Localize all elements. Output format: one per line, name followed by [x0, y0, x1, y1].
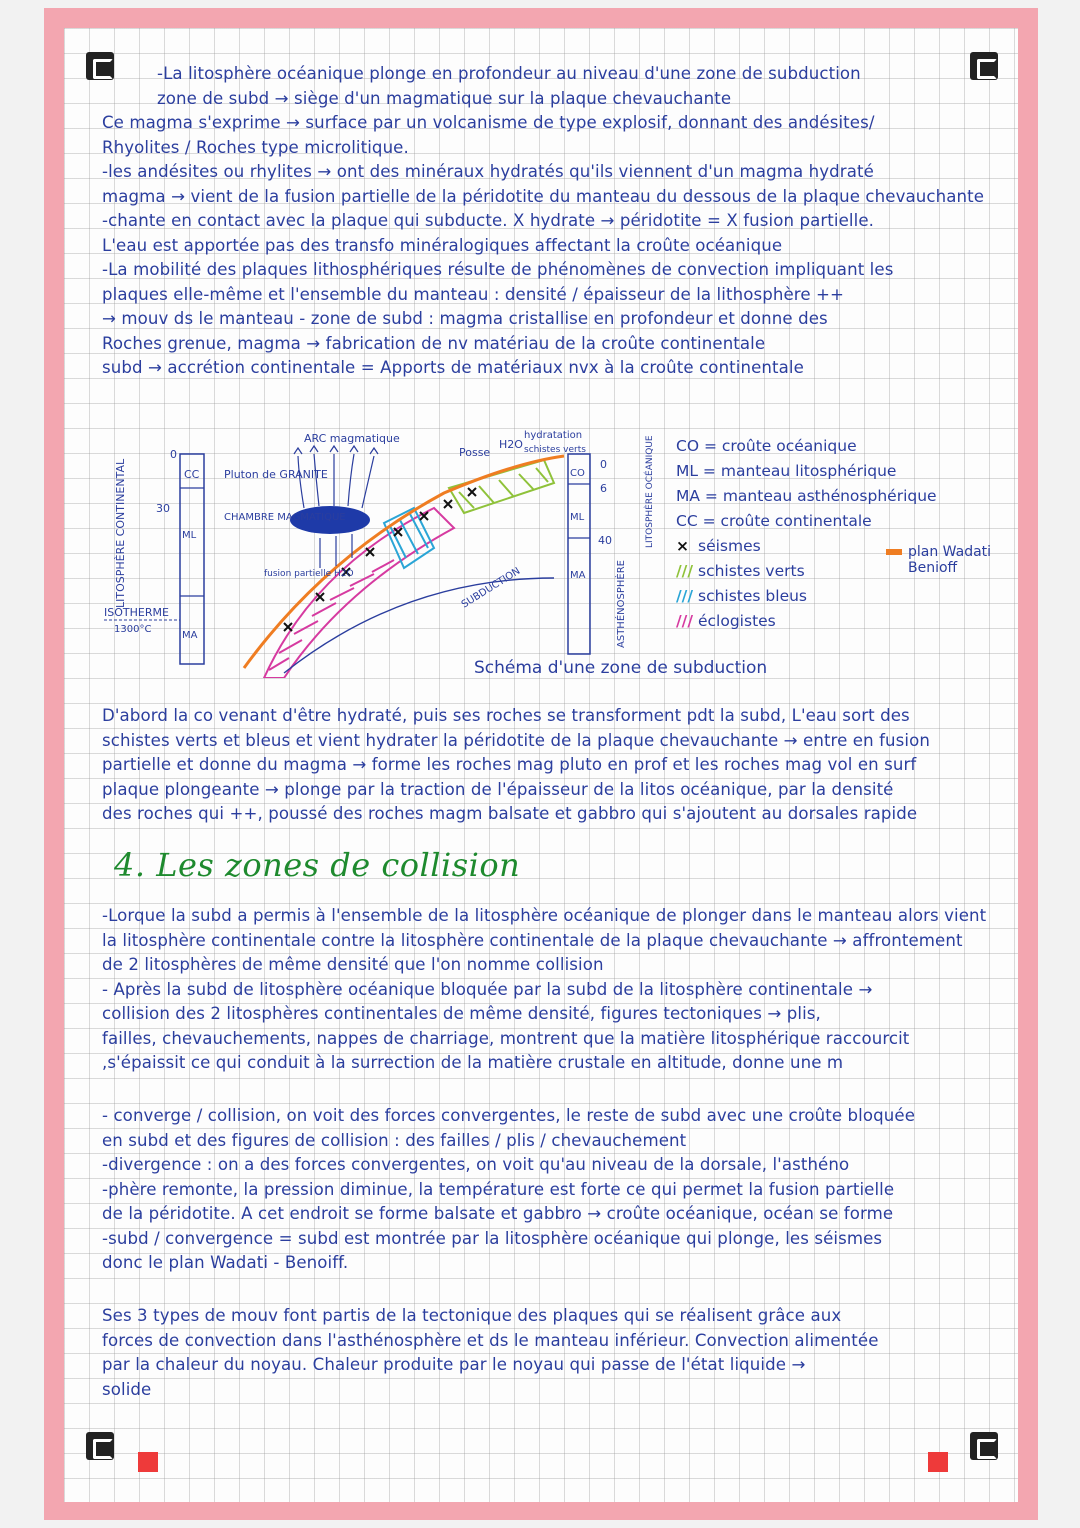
note-line: partielle et donne du magma → forme les roches mag pluto en prof et les roches mag vol en surf [102, 755, 917, 774]
note-line: solide [102, 1379, 152, 1399]
red-square-icon [928, 1452, 948, 1472]
layer-ml-label: ML [182, 530, 197, 541]
page-frame [44, 8, 1038, 1520]
slab-greenschist [449, 460, 554, 513]
note-line: de 2 litosphères de même densité que l'on nomme collision [102, 955, 604, 974]
note-line: subd → accrétion continentale = Apports de matériaux nvx à la croûte continentale [102, 358, 804, 377]
note-line: la litosphère continentale contre la litosphère continentale de la plaque chevauchante → affrontement [102, 930, 963, 950]
notes-conclusion [102, 1304, 1000, 1402]
note-line: Ses 3 types de mouv font partis de la tectonique des plaques qui se réalisent grâce aux [102, 1306, 842, 1325]
notes-top [102, 62, 1000, 381]
diagram-caption: Schéma d'une zone de subduction [474, 658, 768, 678]
note-line: -les andésites ou rhylites → ont des minéraux hydratés qu'ils viennent d'un magma hydraté [102, 162, 874, 181]
note-line: forces de convection dans l'asthénosphère et ds le manteau inférieur. Convection alimentée [102, 1330, 879, 1350]
note-line: -divergence : on a des forces convergentes, on voit qu'au niveau de la dorsale, l'asthéno [102, 1155, 850, 1174]
note-line: -phère remonte, la pression diminue, la température est forte ce qui permet la fusion partielle [102, 1179, 895, 1199]
note-line: → mouv ds le manteau - zone de subd : magma cristallise en profondeur et donne des [102, 309, 828, 328]
slab-eclogite [264, 508, 454, 678]
note-line: schistes verts et bleus et vient hydrater la péridotite de la plaque chevauchante → entre en fusion [102, 730, 930, 750]
note-line: zone de subd → siège d'un magmatique sur la plaque chevauchante [157, 88, 732, 108]
layer-ma2-label: MA [570, 570, 586, 581]
legend-item: ML = manteau litosphérique [676, 462, 897, 480]
pluton-label: Pluton de GRANITE [224, 468, 328, 481]
legend-item: MA = manteau asthénosphérique [676, 487, 937, 505]
wadati-legend: plan Wadati Benioff [886, 544, 998, 576]
notes-collision [102, 904, 1000, 1076]
note-line: de la péridotite. A cet endroit se forme balsate et gabbro → croûte océanique, océan se forme [102, 1204, 894, 1223]
corner-marker-icon [86, 1432, 114, 1460]
wadati-line-icon [886, 549, 902, 555]
note-line: plaques elle-même et l'ensemble du manteau : densité / épaisseur de la lithosphère ++ [102, 284, 845, 304]
legend-item: CC = croûte continentale [676, 512, 872, 530]
hydratation-label: hydratation [524, 430, 583, 441]
asthenosphere-label: ASTHÉNOSPHÈRE [616, 560, 627, 648]
isotherme-temp-label: 1300°C [114, 624, 152, 635]
note-line: des roches qui ++, poussé des roches magm balsate et gabbro qui s'ajoutent au dorsales rapide [102, 804, 918, 823]
schistes-verts-icon: /// [676, 562, 693, 580]
note-line: ,s'épaissit ce qui conduit à la surrection de la matière crustale en altitude, donne une m [102, 1053, 844, 1072]
isotherme-label: ISOTHERME [104, 606, 169, 619]
corner-marker-icon [970, 1432, 998, 1460]
note-line: -subd / convergence = subd est montrée par la litosphère océanique qui plonge, les séismes [102, 1228, 883, 1248]
note-line: Ce magma s'exprime → surface par un volcanisme de type explosif, donnant des andésites/ [102, 113, 875, 132]
section-heading: 4. Les zones de collision [114, 846, 521, 884]
note-line: plaque plongeante → plonge par la traction de l'épaisseur de la litos océanique, par la densité [102, 779, 894, 799]
lithosphere-continentale-label: LITOSPHÈRE CONTINENTAL [114, 458, 127, 608]
layer-ma-label: MA [182, 630, 198, 641]
legend-item: × séismes [676, 534, 937, 559]
eclogite-icon: /// [676, 612, 693, 630]
legend-item: /// schistes verts [676, 559, 937, 584]
note-line: - Après la subd de litosphère océanique bloquée par la subd de la litosphère continentale → [102, 979, 873, 999]
diagram-legend [676, 434, 937, 634]
note-line: L'eau est apportée pas des transfo minéralogiques affectant la croûte océanique [102, 235, 783, 255]
note-line: -La mobilité des plaques lithosphériques résulte de phénomènes de convection impliquant les [102, 260, 894, 279]
red-square-icon [138, 1452, 158, 1472]
depth-label: 30 [156, 502, 170, 515]
note-line: donc le plan Wadati - Benoiff. [102, 1253, 349, 1272]
note-line: D'abord la co venant d'être hydraté, puis ses roches se transforment pdt la subd, L'eau sort des [102, 706, 910, 725]
seisme-icon: × [676, 537, 689, 555]
note-line: failles, chevauchements, nappes de charriage, montrent que la matière litosphérique raccourcit [102, 1028, 910, 1048]
layer-cc-label: CC [184, 468, 200, 481]
depth-label: 0 [170, 448, 177, 461]
note-line: magma → vient de la fusion partielle de la péridotite du manteau du dessous de la plaque chevauchante [102, 186, 985, 206]
chambre-label: CHAMBRE MAGMATIQUE [224, 512, 346, 523]
depth-label: 0 [600, 458, 607, 471]
legend-item: /// éclogistes [676, 609, 937, 634]
note-line: Rhyolites / Roches type microlitique. [102, 137, 409, 157]
arc-label: ARC magmatique [304, 432, 400, 445]
note-line: - converge / collision, on voit des forces convergentes, le reste de subd avec une croûte bloquée [102, 1106, 916, 1125]
note-line: Roches grenue, magma → fabrication de nv matériau de la croûte continentale [102, 333, 766, 353]
notes-movements [102, 1104, 1000, 1276]
subduction-label: SUBDUCTION [459, 565, 523, 611]
depth-label: 40 [598, 534, 612, 547]
legend-item: CO = croûte océanique [676, 437, 857, 455]
note-line: par la chaleur du noyau. Chaleur produite par le noyau qui passe de l'état liquide → [102, 1355, 806, 1374]
layer-ml2-label: ML [570, 512, 585, 523]
prisme-label: Posse [459, 446, 491, 459]
lithosphere-oceanique-label: LITOSPHÈRE OCÉANIQUE [645, 435, 655, 548]
layer-co-label: CO [570, 468, 585, 479]
note-line: collision des 2 litosphères continentales de même densité, figures tectoniques → plis, [102, 1004, 821, 1023]
note-line: -La litosphère océanique plonge en profondeur au niveau d'une zone de subduction [157, 64, 861, 83]
schistes-verts-label: schistes verts [524, 445, 586, 455]
notes-middle [102, 704, 1000, 827]
note-line: -chante en contact avec la plaque qui subducte. X hydrate → péridotite = X fusion partielle. [102, 211, 875, 230]
wadati-benioff-line [244, 456, 564, 668]
legend-item: /// schistes bleus [676, 584, 937, 609]
grid-paper [64, 28, 1018, 1502]
schistes-bleus-icon: /// [676, 587, 693, 605]
depth-label: 6 [600, 482, 607, 495]
fusion-label: fusion partielle H2O [264, 569, 354, 579]
h2o-label: H2O [499, 438, 523, 451]
subduction-diagram [84, 408, 684, 678]
note-line: en subd et des figures de collision : des failles / plis / chevauchement [102, 1130, 687, 1150]
note-line: -Lorque la subd a permis à l'ensemble de la litosphère océanique de plonger dans le manteau alors vient [102, 906, 987, 925]
